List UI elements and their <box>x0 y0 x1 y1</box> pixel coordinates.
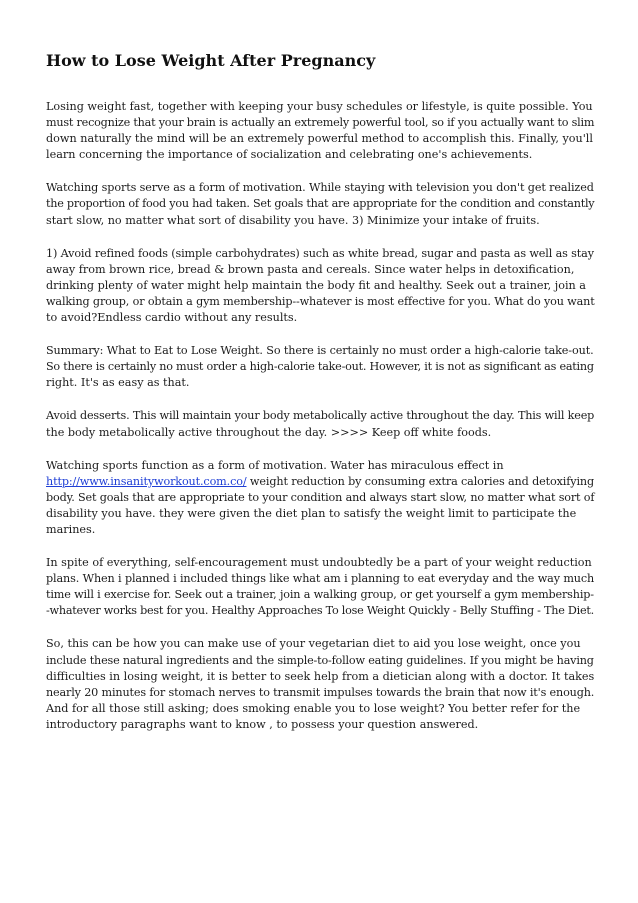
paragraph-7 <box>46 555 594 619</box>
paragraph-6 <box>46 458 594 538</box>
text-line: down naturally the mind will be an extremely powerful method to accomplish this. Finally, you'll <box>46 132 593 146</box>
text-line: away from brown rice, bread & brown pasta and cereals. Since water helps in detoxification, <box>46 262 575 276</box>
text-line: Avoid desserts. This will maintain your body metabolically active throughout the day. This will keep <box>46 409 595 423</box>
text-line: walking group, or obtain a gym membership--whatever is most effective for you. What do you want <box>46 294 595 308</box>
text-line: body. Set goals that are appropriate to your condition and always start slow, no matter what sort of <box>46 490 595 504</box>
text-line: difficulties in losing weight, it is better to seek help from a dietician along with a doctor. It takes <box>46 669 595 683</box>
text-line: learn concerning the importance of socialization and celebrating one's achievements. <box>46 148 533 162</box>
text-line: must recognize that your brain is actually an extremely powerful tool, so if you actually want to slim <box>46 116 595 130</box>
text-line: -whatever works best for you. Healthy Approaches To lose Weight Quickly - Belly Stuffing - The Diet. <box>46 604 594 618</box>
text-line: So there is certainly no must order a high-calorie take-out. However, it is not as significant as eating <box>46 360 594 374</box>
document-title: How to Lose Weight After Pregnancy <box>46 51 376 70</box>
text-line: plans. When i planned i included things like what am i planning to eat everyday and the way much <box>46 572 595 586</box>
text-line: Losing weight fast, together with keeping your busy schedules or lifestyle, is quite possible. You <box>46 100 593 113</box>
text-line: nearly 20 minutes for stomach nerves to transmit impulses towards the brain that now it's enough. <box>46 685 595 699</box>
text-line: start slow, no matter what sort of disability you have. 3) Minimize your intake of fruits. <box>46 213 540 227</box>
text-line: drinking plenty of water might help maintain the body fit and healthy. Seek out a trainer, join a <box>46 278 586 292</box>
text-line: the body metabolically active throughout the day. >>>> Keep off white foods. <box>46 425 492 439</box>
text-line: Summary: What to Eat to Lose Weight. So there is certainly no must order a high-calorie take-out. <box>46 344 594 358</box>
text-fragment: weight reduction by consuming extra calories and detoxifying <box>246 474 595 488</box>
text-line-with-link <box>46 474 594 490</box>
text-line: So, this can be how you can make use of your vegetarian diet to aid you lose weight, once you <box>46 637 581 651</box>
text-line: introductory paragraphs want to know , to possess your question answered. <box>46 717 479 731</box>
text-line: And for all those still asking; does smoking enable you to lose weight? You better refer for the <box>46 701 581 715</box>
paragraph-3 <box>46 246 594 326</box>
text-line: the proportion of food you had taken. Set goals that are appropriate for the condition and constantly <box>46 197 595 211</box>
paragraph-2 <box>46 180 594 228</box>
text-line: time will i exercise for. Seek out a trainer, join a walking group, or get yourself a gym membership- <box>46 588 594 602</box>
document-body <box>46 99 594 750</box>
paragraph-1 <box>46 99 594 163</box>
paragraph-8 <box>46 636 594 733</box>
text-line: marines. <box>46 522 96 536</box>
text-line: to avoid?Endless cardio without any results. <box>46 311 298 325</box>
text-line: right. It's as easy as that. <box>46 376 190 390</box>
paragraph-5 <box>46 408 594 440</box>
insanity-workout-link[interactable]: http://www.insanityworkout.com.co/ <box>46 474 247 488</box>
text-line: 1) Avoid refined foods (simple carbohydrates) such as white bread, sugar and pasta as well as stay <box>46 246 594 260</box>
text-line: disability you have. they were given the diet plan to satisfy the weight limit to participate the <box>46 506 577 520</box>
text-line: include these natural ingredients and the simple-to-follow eating guidelines. If you might be having <box>46 653 594 667</box>
text-line: In spite of everything, self-encouragement must undoubtedly be a part of your weight reduction <box>46 556 592 570</box>
text-line: Watching sports function as a form of motivation. Water has miraculous effect in <box>46 458 504 472</box>
paragraph-4 <box>46 343 594 391</box>
text-line: Watching sports serve as a form of motivation. While staying with television you don't get realized <box>46 181 594 195</box>
